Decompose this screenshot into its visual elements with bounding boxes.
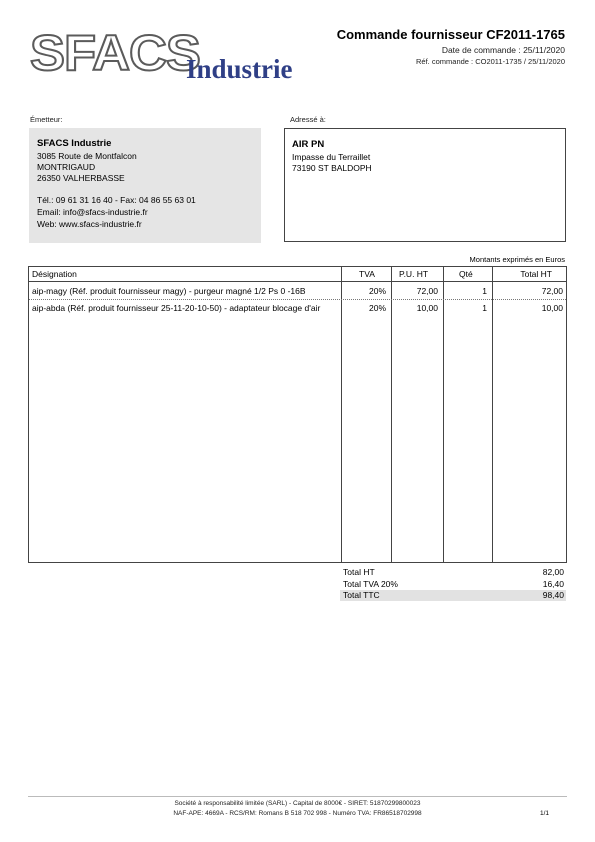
header-quantity: Qté [459, 269, 473, 279]
total-ht-label: Total HT [343, 567, 375, 577]
emitter-email: Email: info@sfacs-industrie.fr [37, 207, 148, 217]
table-row-tva: 20% [368, 286, 386, 296]
header-tva: TVA [359, 269, 375, 279]
recipient-name: AIR PN [292, 139, 325, 150]
header-total-ht: Total HT [520, 269, 552, 279]
emitter-website: Web: www.sfacs-industrie.fr [37, 219, 142, 229]
document-title: Commande fournisseur CF2011-1765 [336, 27, 565, 42]
total-tva-label: Total TVA 20% [343, 579, 398, 589]
table-row-unit-price: 72,00 [416, 286, 438, 296]
recipient-address-line: 73190 ST BALDOPH [292, 163, 372, 173]
header-designation: Désignation [32, 269, 77, 279]
total-tva-row [340, 579, 566, 590]
emitter-label: Émetteur: [30, 115, 63, 124]
total-ttc-row [340, 590, 566, 601]
table-row-total: 72,00 [541, 286, 563, 296]
emitter-name: SFACS Industrie [37, 138, 112, 149]
table-row-quantity: 1 [482, 303, 487, 313]
currency-note: Montants exprimés en Euros [469, 255, 565, 264]
company-logo-sfacs: SFACS [30, 25, 200, 81]
table-row-designation: aip-abda (Réf. produit fournisseur 25-11-20-10-50) - adaptateur blocage d'air [32, 303, 321, 313]
recipient-label: Adressé à: [290, 115, 326, 124]
emitter-box [29, 128, 261, 243]
table-row-designation: aip-magy (Réf. produit fournisseur magy) - purgeur magné 1/2 Ps 0 -16B [32, 286, 306, 296]
total-ht-row [340, 567, 566, 578]
table-row-unit-price: 10,00 [416, 303, 438, 313]
total-tva-value: 16,40 [542, 579, 564, 589]
order-reference: Réf. commande : CO2011-1735 / 25/11/2020 [416, 57, 565, 66]
emitter-phone: Tél.: 09 61 31 16 40 - Fax: 04 86 55 63 01 [37, 195, 196, 205]
company-logo-industrie: Industrie [186, 54, 293, 84]
table-row-total: 10,00 [541, 303, 563, 313]
recipient-address-line: Impasse du Terraillet [292, 152, 371, 162]
recipient-box [284, 128, 566, 242]
total-ttc-value: 98,40 [542, 590, 564, 600]
table-header-row [29, 267, 566, 282]
order-lines-table [28, 266, 567, 563]
emitter-address-line: 26350 VALHERBASSE [37, 173, 125, 183]
footer-legal-line: NAF-APE: 4669A - RCS/RM: Romans B 518 702 998 - Numéro TVA: FR86518702998 [173, 810, 422, 817]
page-number: 1/1 [540, 810, 550, 817]
table-row-quantity: 1 [482, 286, 487, 296]
order-date: Date de commande : 25/11/2020 [441, 45, 565, 55]
table-row-tva: 20% [368, 303, 386, 313]
footer-legal-line: Société à responsabilité limitée (SARL) - Capital de 8000€ - SIRET: 51870299800023 [174, 800, 421, 807]
header-unit-price: P.U. HT [399, 269, 429, 279]
total-ttc-label: Total TTC [343, 590, 380, 600]
emitter-address-line: MONTRIGAUD [37, 162, 96, 172]
emitter-address-line: 3085 Route de Montfalcon [37, 151, 137, 161]
footer-divider [28, 796, 567, 797]
total-ht-value: 82,00 [542, 567, 564, 577]
